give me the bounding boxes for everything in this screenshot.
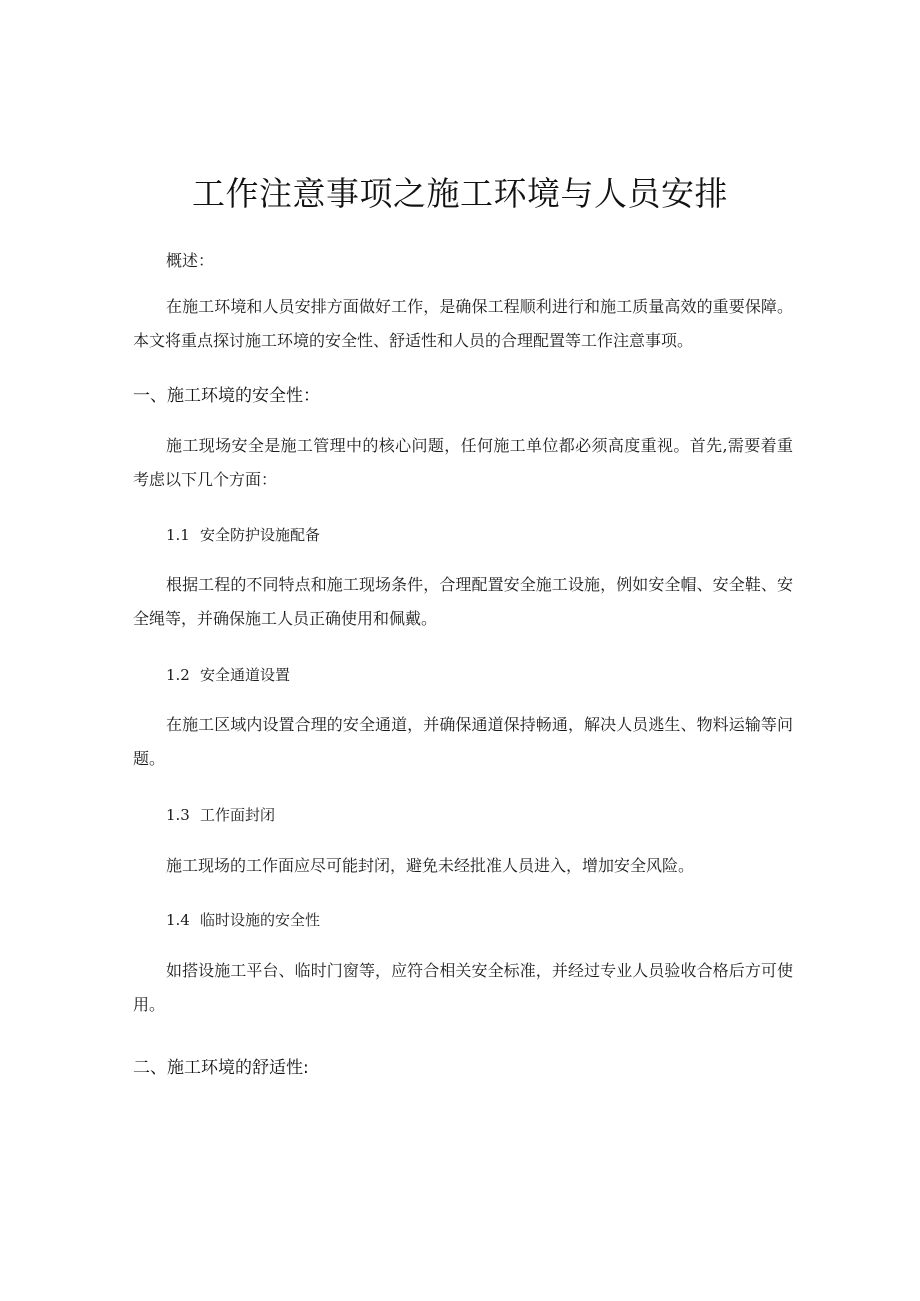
subsection-title: 工作面封闭 [200, 806, 276, 824]
subsection-title: 安全防护设施配备 [200, 526, 321, 544]
subsection-1-2-heading [166, 658, 290, 692]
subsection-1-3-heading [166, 798, 275, 832]
subsection-title: 安全通道设置 [200, 666, 291, 684]
subsection-1-1-paragraph: 根据工程的不同特点和施工现场条件，合理配置安全施工设施，例如安全帽、安全鞋、安全绳等，并确保施工人员正确使用和佩戴。 [133, 575, 793, 628]
subsection-1-4-heading [166, 903, 320, 937]
subsection-number: 1.1 [166, 526, 190, 544]
subsection-1-3-paragraph: 施工现场的工作面应尽可能封闭，避免未经批准人员进入，增加安全风险。 [166, 856, 695, 875]
document-title: 工作注意事项之施工环境与人员安排 [192, 174, 728, 213]
subsection-number: 1.4 [166, 911, 190, 929]
subsection-1-1-heading [166, 518, 320, 552]
subsection-number: 1.3 [166, 806, 190, 824]
section-2-heading: 二、施工环境的舒适性: [133, 1058, 309, 1078]
subsection-1-2-paragraph: 在施工区域内设置合理的安全通道，并确保通道保持畅通，解决人员逃生、物料运输等问题。 [133, 715, 793, 768]
subsection-1-4-paragraph: 如搭设施工平台、临时门窗等，应符合相关安全标准，并经过专业人员验收合格后方可使用。 [133, 961, 793, 1014]
subsection-number: 1.2 [166, 666, 190, 684]
overview-paragraph: 在施工环境和人员安排方面做好工作，是确保工程顺利进行和施工质量高效的重要保障。本文将重点探讨施工环境的安全性、舒适性和人员的合理配置等工作注意事项。 [133, 297, 793, 350]
subsection-title: 临时设施的安全性 [200, 911, 321, 929]
section-1-heading: 一、施工环境的安全性： [133, 386, 320, 406]
section-1-intro-paragraph: 施工现场安全是施工管理中的核心问题，任何施工单位都必须高度重视。首先,需要着重考虑以下几个方面： [133, 436, 793, 489]
overview-label: 概述： [166, 251, 215, 270]
